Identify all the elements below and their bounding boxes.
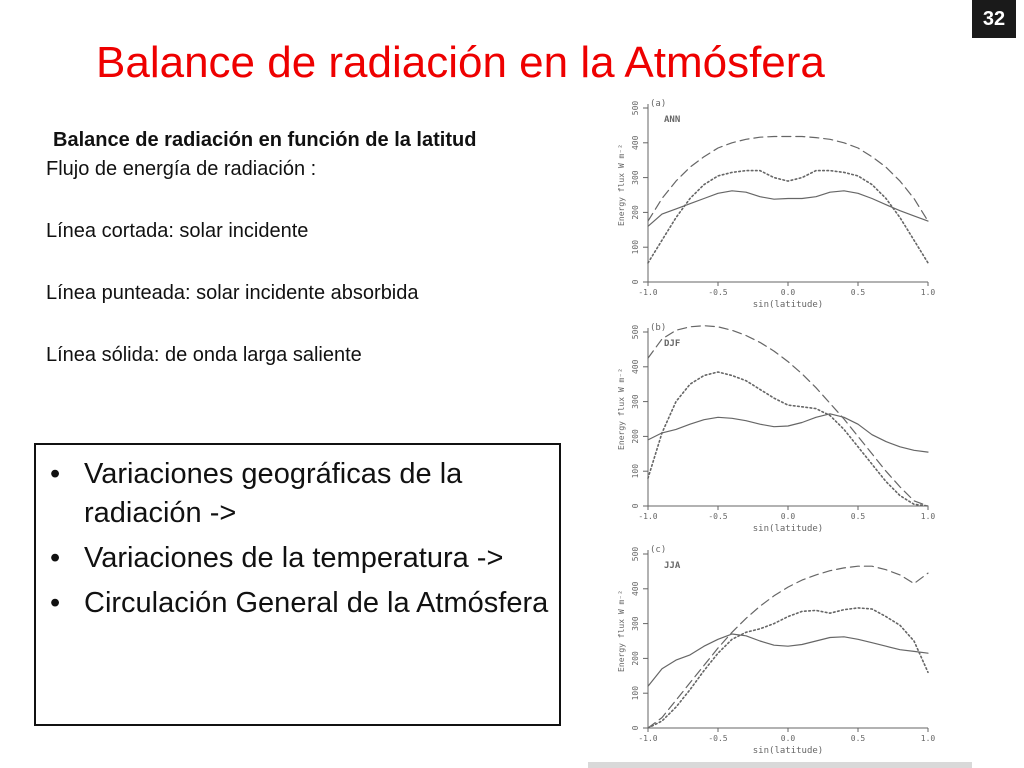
x-tick-label: -0.5 xyxy=(708,734,728,743)
bullet-item xyxy=(48,539,549,578)
chart-ann xyxy=(588,96,972,316)
description-line-solid: Línea sólida: de onda larga saliente xyxy=(46,344,362,366)
slide-title: Balance de radiación en la Atmósfera xyxy=(96,38,825,87)
x-axis-label: sin(latitude) xyxy=(752,300,824,310)
x-tick-label: 0.0 xyxy=(780,288,796,297)
x-tick-label: 0.0 xyxy=(780,512,796,521)
x-tick-label: -0.5 xyxy=(708,512,728,521)
panel-label: (c) xyxy=(650,545,667,555)
bullet-text: Variaciones de la temperatura -> xyxy=(84,542,504,574)
x-tick-label: -1.0 xyxy=(638,734,658,743)
description-line-dotted: Línea punteada: solar incidente absorbida xyxy=(46,282,419,304)
y-tick-label: 200 xyxy=(631,205,640,220)
y-tick-label: 300 xyxy=(631,394,640,409)
series-line-dashed xyxy=(648,137,928,222)
y-axis-label: Energy flux W m⁻² xyxy=(617,590,626,672)
series-line-solid xyxy=(648,191,928,227)
slide-number-badge: 32 xyxy=(972,0,1016,38)
series-line-dashed xyxy=(648,566,928,728)
x-tick-label: -1.0 xyxy=(638,512,658,521)
y-tick-label: 200 xyxy=(631,429,640,444)
description-heading: Balance de radiación en función de la latitud xyxy=(53,129,477,151)
bullet-symbol: • xyxy=(50,587,61,619)
bullet-list xyxy=(48,455,549,623)
description-line-flux: Flujo de energía de radiación : xyxy=(46,158,317,180)
y-axis-label: Energy flux W m⁻² xyxy=(617,144,626,226)
bullet-item xyxy=(48,584,549,623)
chart-title: DJF xyxy=(664,339,681,349)
y-tick-label: 300 xyxy=(631,170,640,185)
x-tick-label: 0.5 xyxy=(850,512,866,521)
series-line-dotted xyxy=(648,372,928,506)
x-axis-label: sin(latitude) xyxy=(752,524,824,534)
series-line-dotted xyxy=(648,171,928,263)
series-line-solid xyxy=(648,634,928,686)
y-tick-label: 300 xyxy=(631,616,640,631)
y-tick-label: 100 xyxy=(631,463,640,479)
y-tick-label: 100 xyxy=(631,685,640,701)
description-block xyxy=(46,126,606,371)
series-line-dotted xyxy=(648,608,928,728)
y-tick-label: 100 xyxy=(631,239,640,255)
y-tick-label: 500 xyxy=(631,546,640,562)
series-line-dashed xyxy=(648,326,928,506)
chart-djf xyxy=(588,320,972,540)
x-tick-label: 1.0 xyxy=(920,512,936,521)
chart-jja xyxy=(588,542,972,762)
bullet-text: Circulación General de la Atmósfera xyxy=(84,587,549,619)
description-line-dashed: Línea cortada: solar incidente xyxy=(46,220,309,242)
bullet-text: Variaciones geográficas de la radiación -> xyxy=(84,458,463,529)
x-tick-label: 0.5 xyxy=(850,734,866,743)
y-tick-label: 0 xyxy=(631,725,640,731)
bullet-item xyxy=(48,455,549,533)
y-tick-label: 400 xyxy=(631,581,640,597)
y-tick-label: 400 xyxy=(631,359,640,375)
x-tick-label: 1.0 xyxy=(920,288,936,297)
panel-label: (b) xyxy=(650,323,667,333)
y-tick-label: 500 xyxy=(631,324,640,340)
panel-label: (a) xyxy=(650,99,667,109)
series-line-solid xyxy=(648,414,928,452)
y-axis-label: Energy flux W m⁻² xyxy=(617,368,626,450)
bullet-box xyxy=(34,443,561,726)
y-tick-label: 200 xyxy=(631,651,640,666)
chart-title: ANN xyxy=(664,115,681,125)
x-tick-label: -0.5 xyxy=(708,288,728,297)
x-axis-label: sin(latitude) xyxy=(752,746,824,756)
x-tick-label: 0.0 xyxy=(780,734,796,743)
y-tick-label: 400 xyxy=(631,135,640,151)
x-tick-label: 1.0 xyxy=(920,734,936,743)
y-tick-label: 500 xyxy=(631,100,640,116)
x-tick-label: 0.5 xyxy=(850,288,866,297)
charts-panel xyxy=(588,94,972,762)
bullet-symbol: • xyxy=(50,458,61,490)
bullet-symbol: • xyxy=(50,542,61,574)
y-tick-label: 0 xyxy=(631,279,640,285)
y-tick-label: 0 xyxy=(631,503,640,509)
x-tick-label: -1.0 xyxy=(638,288,658,297)
bottom-strip xyxy=(588,762,972,768)
chart-title: JJA xyxy=(664,561,681,571)
